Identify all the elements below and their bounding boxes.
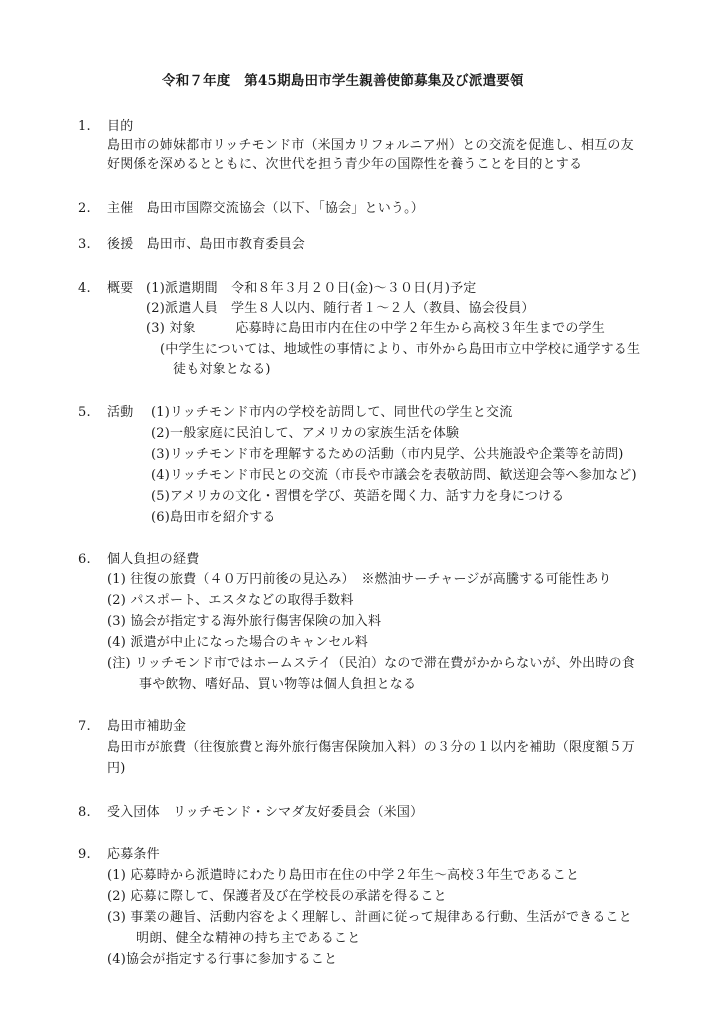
section-3-number: 3. [78, 237, 91, 252]
section-7-text-line1: 島田市が旅費（往復旅費と海外旅行傷害保険加入料）の３分の１以内を補助（限度額５万 [107, 740, 636, 755]
section-6-item-2: (2) パスポート、エスタなどの取得手数料 [107, 593, 354, 608]
section-1-number: 1. [78, 119, 91, 134]
section-6-item-3: (3) 協会が指定する海外旅行傷害保険の加入料 [107, 614, 382, 629]
section-7-heading: 島田市補助金 [107, 719, 187, 734]
section-2-text: 主催 島田市国際交流協会（以下、「協会」という。） [107, 201, 425, 216]
section-1-text-line2: 好関係を深めるとともに、次世代を担う青少年の国際性を養うことを目的とする [107, 157, 583, 172]
section-2-number: 2. [78, 201, 91, 216]
section-6-item-4: (4) 派遣が中止になった場合のキャンセル料 [107, 635, 368, 650]
section-9-item-4: (4)協会が指定する行事に参加すること [107, 952, 338, 967]
section-5-item-6: (6)島田市を紹介する [151, 510, 276, 525]
section-9-item-1: (1) 応募時から派遣時にわたり島田市在住の中学２年生～高校３年生であること [107, 868, 580, 883]
page-title: 令和７年度 第45期島田市学生親善使節募集及び派遣要領 [162, 73, 524, 89]
section-6-heading: 個人負担の経費 [107, 552, 200, 567]
section-5-number: 5. [78, 405, 91, 420]
section-9-item-3: (3) 事業の趣旨、活動内容をよく理解し、計画に従って規律ある行動、生活ができること [107, 910, 632, 925]
section-6-number: 6. [78, 552, 91, 567]
section-5-item-4: (4)リッチモンド市民との交流（市長や市議会を表敬訪問、歓送迎会等へ参加など) [151, 468, 637, 483]
section-6-item-1: (1) 往復の旅費（４０万円前後の見込み） ※燃油サーチャージが高騰する可能性あり [107, 572, 612, 587]
section-4-note-line1: (中学生については、地域性の事情により、市外から島田市立中学校に通学する生 [160, 342, 641, 357]
section-6-note-line1: (注) リッチモンド市ではホームステイ（民泊）なので滞在費がかからないが、外出時の食 [107, 656, 635, 671]
section-8-text: 受入団体 リッチモンド・シマダ友好委員会（米国） [107, 805, 424, 820]
section-1-text-line1: 島田市の姉妹都市リッチモンド市（米国カリフォルニア州）との交流を促進し、相互の友 [107, 138, 634, 153]
section-5-item-1: (1)リッチモンド市内の学校を訪問して、同世代の学生と交流 [151, 405, 513, 420]
section-7-number: 7. [78, 719, 91, 734]
section-4-item-3: (3) 対象 応募時に島田市内在住の中学２年生から高校３年生までの学生 [146, 321, 605, 336]
section-9-heading: 応募条件 [107, 847, 160, 862]
section-7-text-line2: 円) [107, 761, 126, 776]
section-9-number: 9. [78, 847, 91, 862]
section-3-text: 後援 島田市、島田市教育委員会 [107, 237, 306, 252]
section-4-number: 4. [78, 281, 91, 296]
section-9-item-2: (2) 応募に際して、保護者及び在学校長の承諾を得ること [107, 889, 447, 904]
section-5-item-5: (5)アメリカの文化・習慣を学び、英語を聞く力、話す力を身につける [151, 489, 565, 504]
section-4-item-1: (1)派遣期間 令和８年３月２０日(金)～３０日(月)予定 [146, 281, 477, 296]
section-5-item-2: (2)一般家庭に民泊して、アメリカの家族生活を体験 [151, 426, 460, 441]
section-8-number: 8. [78, 805, 91, 820]
section-6-note-line2: 事や飲物、嗜好品、買い物等は個人負担となる [139, 677, 417, 692]
section-4-note-line2: 徒も対象となる) [173, 362, 271, 377]
section-4-item-2: (2)派遣人員 学生８人以内、随行者１～２人（教員、協会役員） [146, 301, 535, 316]
section-9-item-3-continued: 明朗、健全な精神の持ち主であること [136, 931, 361, 946]
section-4-heading: 概要 [107, 281, 134, 296]
section-5-item-3: (3)リッチモンド市を理解するための活動（市内見学、公共施設や企業等を訪問) [151, 447, 624, 462]
section-5-heading: 活動 [107, 405, 134, 420]
section-1-heading: 目的 [107, 119, 134, 134]
